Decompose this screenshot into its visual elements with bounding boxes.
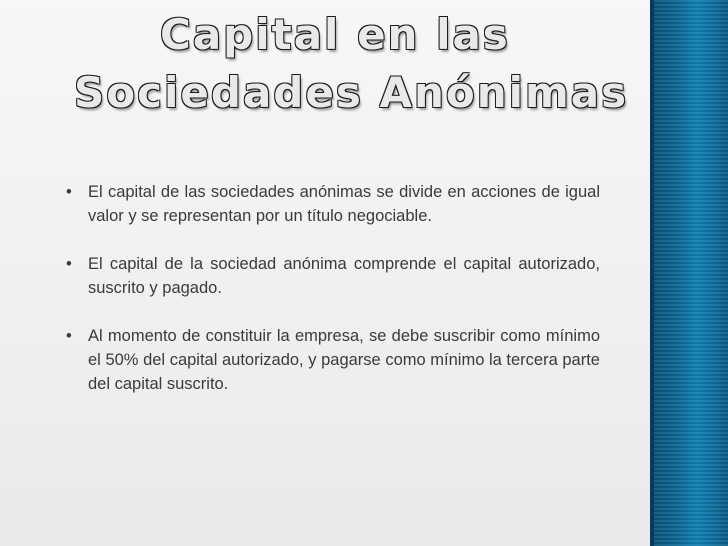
- slide-title: [74, 6, 634, 122]
- bullet-list: [66, 180, 600, 420]
- title-line-2: Sociedades Anónimas: [74, 68, 629, 117]
- bullet-icon: •: [66, 183, 72, 201]
- bullet-item: [66, 252, 600, 300]
- title-line-1: Capital en las: [160, 10, 510, 59]
- bullet-text: El capital de las sociedades anónimas se divide en acciones de igual valor y se representan por un título negociable.: [88, 183, 600, 225]
- bullet-item: [66, 180, 600, 228]
- bullet-icon: •: [66, 255, 72, 273]
- bullet-item: [66, 324, 600, 396]
- bullet-text: Al momento de constituir la empresa, se debe suscribir como mínimo el 50% del capital autorizado, y pagarse como mínimo la tercera parte del capital suscrito.: [88, 327, 600, 393]
- side-accent-bar: [650, 0, 728, 546]
- bullet-icon: •: [66, 327, 72, 345]
- bullet-text: El capital de la sociedad anónima comprende el capital autorizado, suscrito y pagado.: [88, 255, 600, 297]
